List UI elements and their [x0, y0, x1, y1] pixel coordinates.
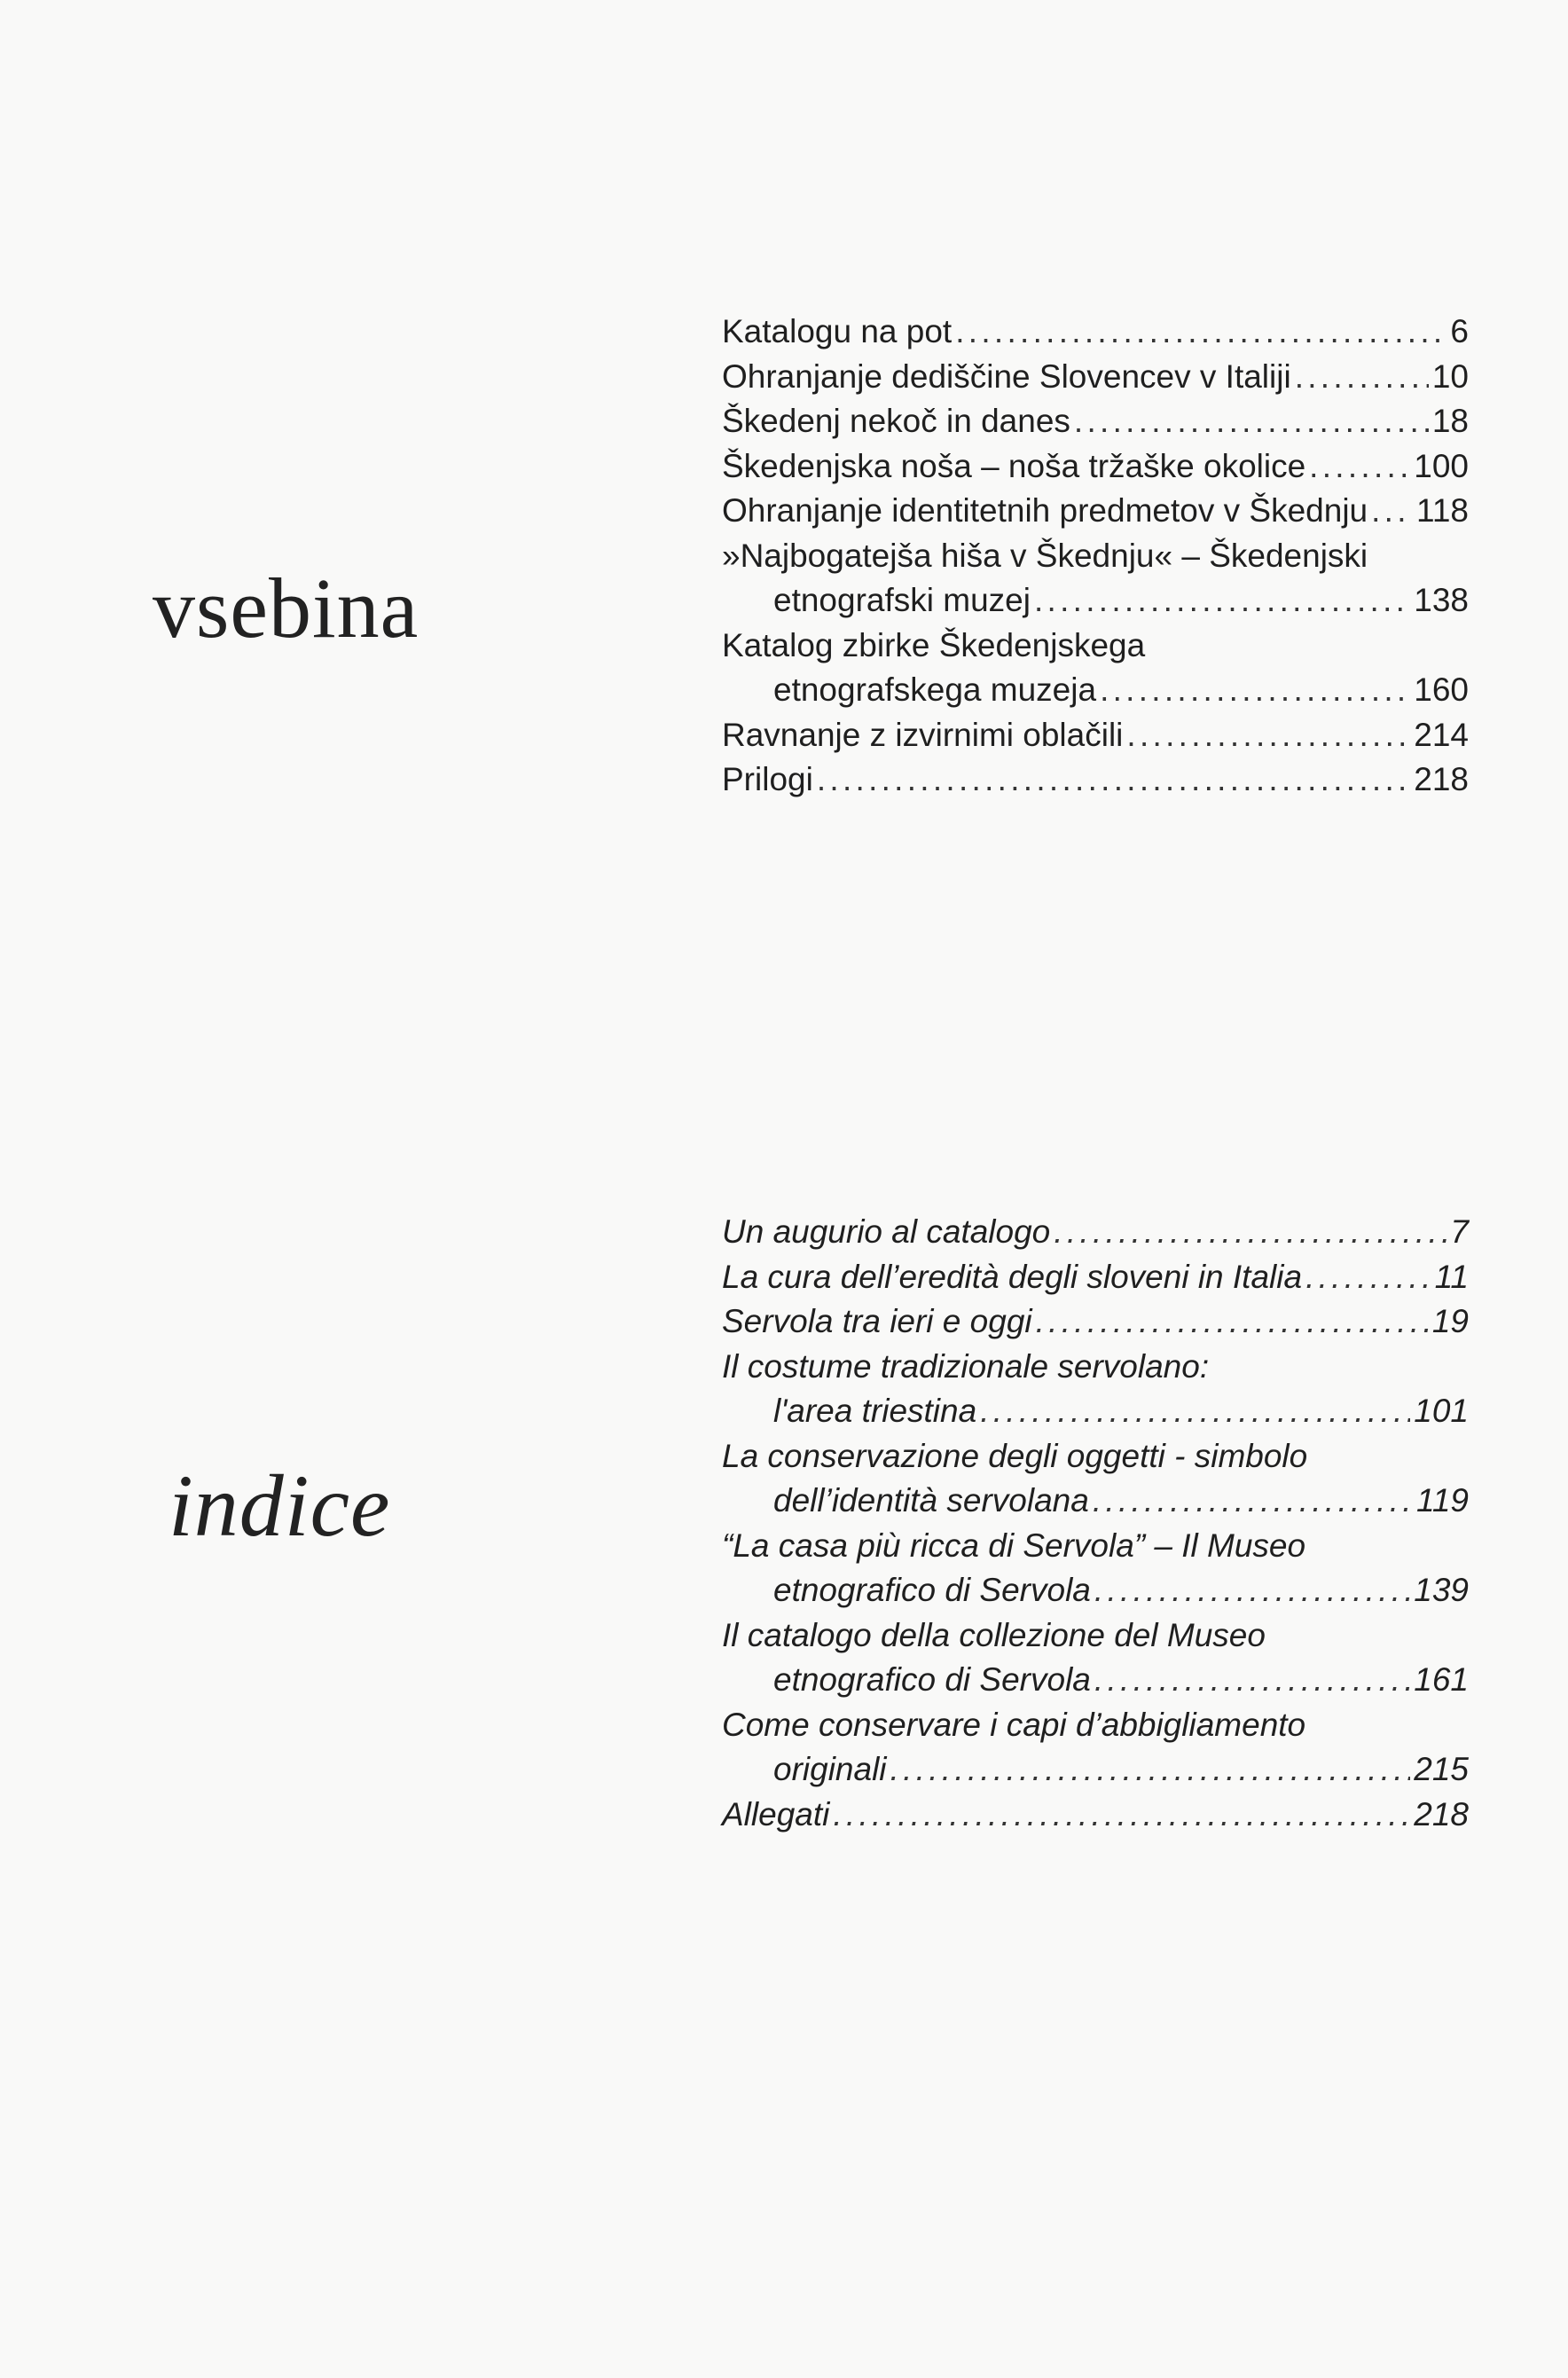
toc-page-number: 11: [1434, 1258, 1469, 1295]
toc-page-number: 18: [1431, 403, 1469, 439]
toc-entry-line: [722, 713, 1469, 758]
toc-entry-title: l'area triestina: [773, 1393, 977, 1429]
slovenian-contents-heading: vsebina: [153, 561, 419, 655]
toc-page-number: 119: [1416, 1482, 1469, 1519]
toc-page-number: 100: [1414, 447, 1469, 484]
toc-entry: [722, 355, 1469, 400]
toc-entry-line: [722, 1299, 1469, 1345]
toc-entry-title: Come conservare i capi d’abbigliamento: [722, 1706, 1306, 1743]
toc-entry-line: [722, 1747, 1469, 1793]
dot-leader: [1094, 1658, 1410, 1703]
toc-page-number: 218: [1414, 761, 1469, 797]
toc-page-number: 160: [1414, 671, 1469, 708]
toc-page-number: 218: [1414, 1795, 1469, 1833]
italian-table-of-contents: [722, 1210, 1469, 1837]
toc-entry-line: [722, 1389, 1469, 1434]
dot-leader: [1371, 489, 1413, 534]
toc-entry-title: etnografskega muzeja: [773, 671, 1097, 708]
toc-entry-title: originali: [773, 1751, 887, 1787]
toc-entry-line: [722, 489, 1469, 534]
toc-page-number: 138: [1414, 582, 1469, 618]
toc-entry-line: [722, 1345, 1469, 1390]
slovenian-table-of-contents: [722, 310, 1469, 803]
toc-entry-title: Un augurio al catalogo: [722, 1213, 1051, 1250]
toc-entry: [722, 757, 1469, 803]
toc-entry-line: [722, 1658, 1469, 1703]
toc-entry-title: Katalogu na pot: [722, 313, 953, 349]
toc-entry-title: etnografico di Servola: [773, 1661, 1091, 1698]
dot-leader: [817, 757, 1410, 803]
dot-leader: [980, 1389, 1410, 1434]
dot-leader: [1034, 578, 1410, 624]
toc-entry-line: [722, 624, 1469, 669]
toc-entry-line: [722, 1568, 1469, 1613]
toc-entry: [722, 1434, 1469, 1524]
dot-leader: [1093, 1479, 1413, 1524]
toc-entry-title: Servola tra ieri e oggi: [722, 1303, 1032, 1339]
toc-entry: [722, 534, 1469, 624]
toc-entry-line: [722, 1524, 1469, 1569]
toc-page-number: 19: [1431, 1303, 1469, 1339]
toc-entry: [722, 1255, 1469, 1300]
toc-entry: [722, 624, 1469, 713]
toc-page-number: 118: [1416, 492, 1469, 529]
toc-entry-title: Il costume tradizionale servolano:: [722, 1347, 1210, 1385]
toc-entry-title: Il catalogo della collezione del Museo: [722, 1616, 1266, 1653]
toc-entry-title: Škedenj nekoč in danes: [722, 403, 1070, 439]
toc-entry: [722, 489, 1469, 534]
toc-entry-title: Katalog zbirke Škedenjskega: [722, 626, 1146, 663]
toc-entry-title: Ravnanje z izvirnimi oblačili: [722, 716, 1124, 753]
toc-entry: [722, 1210, 1469, 1255]
dot-leader: [1309, 444, 1410, 490]
toc-entry-line: [722, 1613, 1469, 1659]
toc-entry-title: Ohranjanje dediščine Slovencev v Italiji: [722, 357, 1291, 395]
toc-entry-line: [722, 399, 1469, 444]
toc-entry-title: »Najbogatejša hiša v Škednju« – Škedenjski: [722, 537, 1368, 574]
toc-entry-title: Ohranjanje identitetnih predmetov v Škednju: [722, 492, 1368, 529]
toc-entry-line: [722, 757, 1469, 803]
toc-entry-line: [722, 578, 1469, 624]
toc-entry-line: [722, 444, 1469, 490]
toc-entry: [722, 310, 1469, 355]
toc-entry-line: [722, 534, 1469, 579]
toc-entry: [722, 1613, 1469, 1703]
dot-leader: [833, 1793, 1410, 1838]
toc-entry: [722, 1793, 1469, 1838]
dot-leader: [1094, 1568, 1410, 1613]
toc-page-number: 215: [1414, 1751, 1469, 1787]
toc-page-number: 101: [1414, 1393, 1469, 1429]
dot-leader: [1074, 399, 1429, 444]
toc-page-number: 161: [1414, 1661, 1469, 1698]
dot-leader: [890, 1747, 1411, 1793]
toc-entry-title: “La casa più ricca di Servola” – Il Museo: [722, 1526, 1306, 1564]
toc-page-number: 7: [1450, 1213, 1469, 1250]
toc-page-number: 214: [1414, 716, 1469, 753]
toc-page-number: 10: [1431, 357, 1469, 395]
toc-entry: [722, 1299, 1469, 1345]
toc-entry: [722, 444, 1469, 490]
dot-leader: [1036, 1299, 1429, 1345]
toc-entry: [722, 713, 1469, 758]
toc-entry-line: [722, 1703, 1469, 1748]
dot-leader: [955, 310, 1446, 355]
dot-leader: [1305, 1255, 1431, 1300]
toc-entry-line: [722, 1479, 1469, 1524]
toc-page-number: 6: [1450, 313, 1469, 349]
dot-leader: [1100, 668, 1410, 713]
toc-entry-line: [722, 1793, 1469, 1838]
toc-entry-line: [722, 668, 1469, 713]
toc-entry: [722, 1703, 1469, 1793]
toc-page-number: 139: [1414, 1572, 1469, 1608]
toc-entry-title: La cura dell’eredità degli sloveni in Italia: [722, 1258, 1303, 1295]
toc-entry: [722, 1345, 1469, 1434]
toc-entry-title: etnografski muzej: [773, 582, 1031, 618]
toc-entry-title: dell’identità servolana: [773, 1482, 1089, 1519]
toc-entry-title: Allegati: [722, 1795, 830, 1833]
italian-contents-heading: indice: [169, 1456, 391, 1555]
toc-entry-line: [722, 1210, 1469, 1255]
toc-entry-title: etnografico di Servola: [773, 1572, 1091, 1608]
dot-leader: [1295, 355, 1429, 400]
toc-entry: [722, 1524, 1469, 1613]
toc-entry: [722, 399, 1469, 444]
dot-leader: [1054, 1210, 1446, 1255]
toc-entry-line: [722, 355, 1469, 400]
toc-entry-title: Škedenjska noša – noša tržaške okolice: [722, 447, 1306, 484]
toc-entry-line: [722, 310, 1469, 355]
toc-entry-title: La conservazione degli oggetti - simbolo: [722, 1437, 1308, 1474]
dot-leader: [1126, 713, 1410, 758]
toc-entry-line: [722, 1255, 1469, 1300]
toc-entry-line: [722, 1434, 1469, 1479]
toc-entry-title: Prilogi: [722, 761, 813, 797]
